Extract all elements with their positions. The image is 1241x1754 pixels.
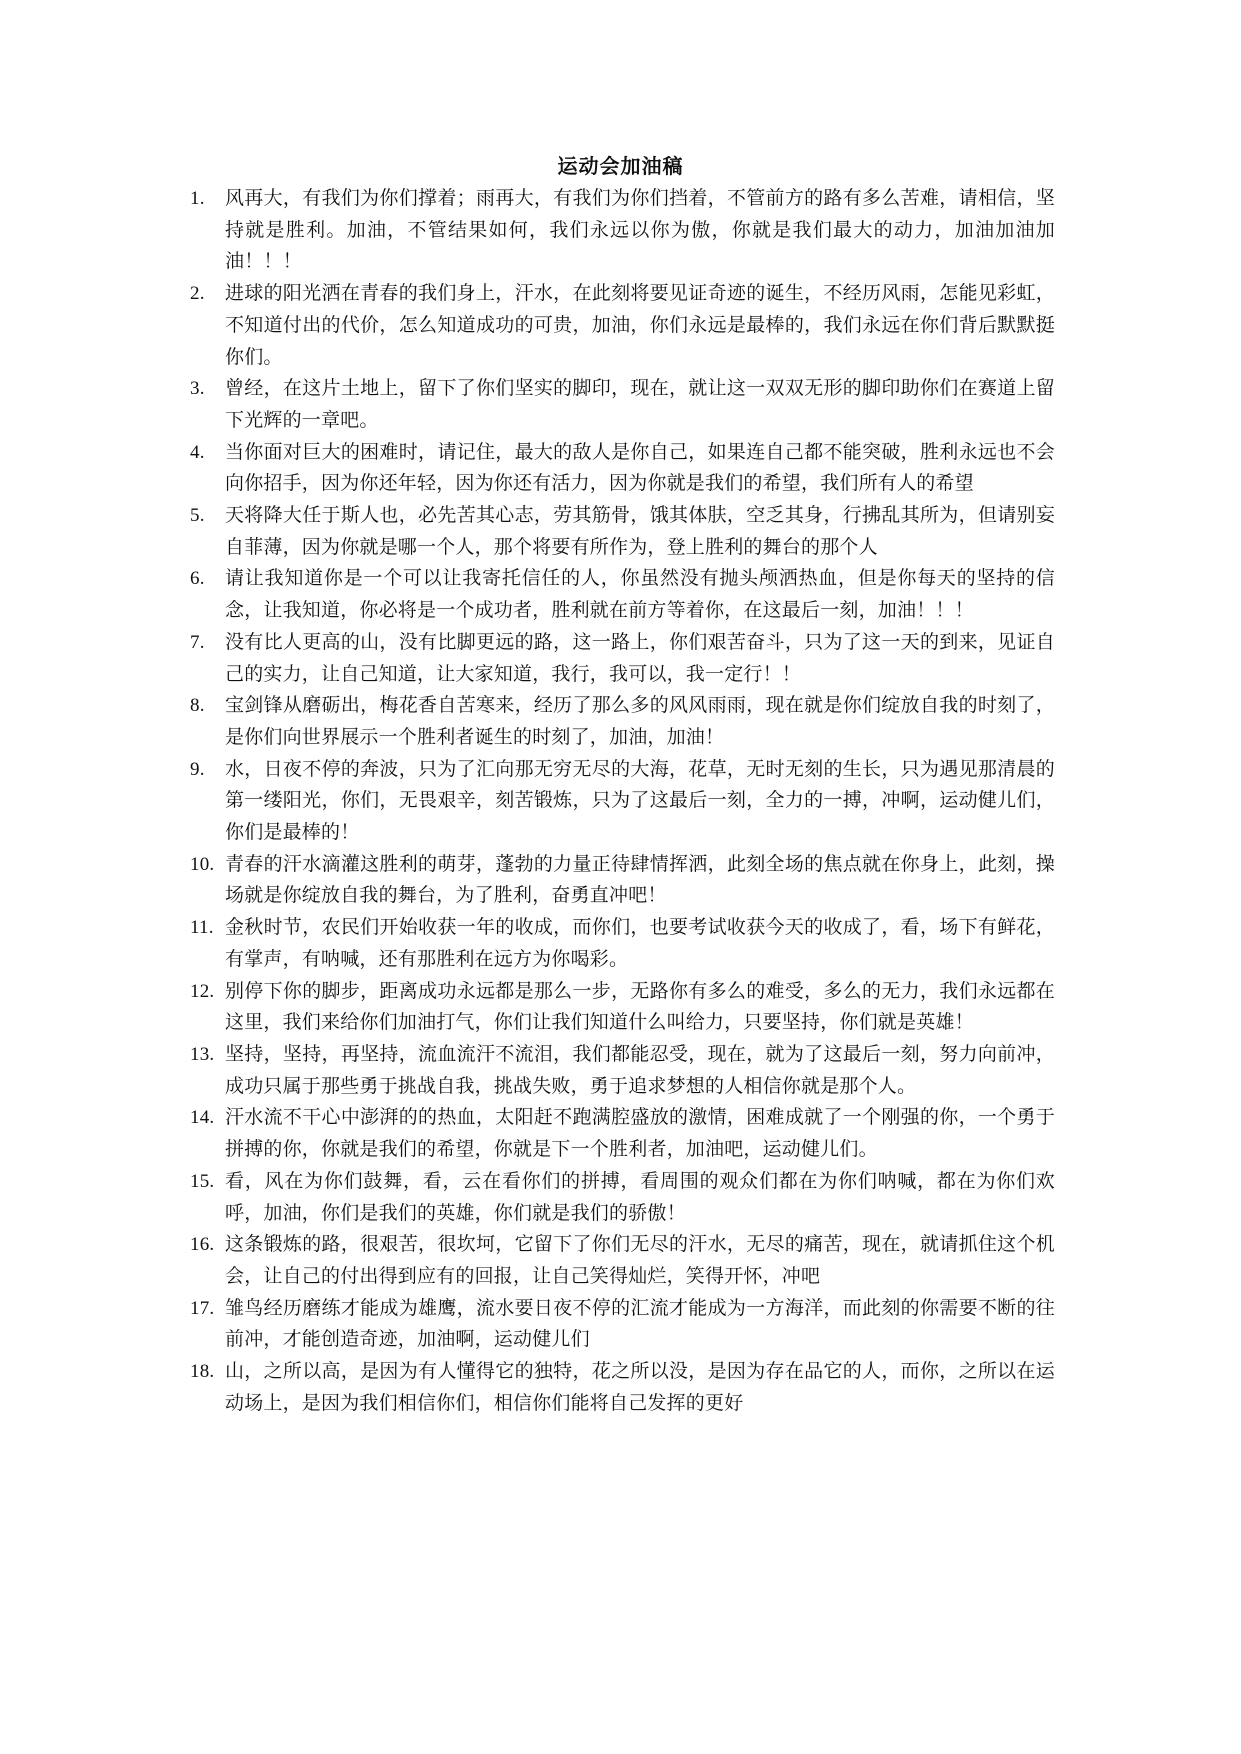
item-text: 天将降大任于斯人也，必先苦其心志，劳其筋骨，饿其体肤，空乏其身，行拂乱其所为，但请别妄自菲薄，因为你就是哪一个人，那个将要有所作为，登上胜利的舞台的那个人: [225, 504, 1055, 558]
item-text: 进球的阳光洒在青春的我们身上，汗水，在此刻将要见证奇迹的诞生，不经历风雨，怎能见彩虹，不知道付出的代价，怎么知道成功的可贵，加油，你们永远是最棒的，我们永远在你们背后默默挺你们。: [225, 282, 1055, 368]
list-item: [190, 500, 1055, 563]
item-number: 3.: [190, 378, 205, 400]
item-text: 金秋时节，农民们开始收获一年的收成，而你们，也要考试收获今天的收成了，看，场下有鲜花，有掌声，有呐喊，还有那胜利在远方为你喝彩。: [225, 916, 1055, 970]
item-number: 12.: [190, 980, 215, 1002]
list-item: [190, 627, 1055, 690]
item-text: 雏鸟经历磨练才能成为雄鹰，流水要日夜不停的汇流才能成为一方海洋，而此刻的你需要不断的往前冲，才能创造奇迹，加油啊，运动健儿们: [225, 1296, 1055, 1351]
list-item: [190, 849, 1055, 912]
item-text: 宝剑锋从磨砺出，梅花香自苦寒来，经历了那么多的风风雨雨，现在就是你们绽放自我的时刻了，是你们向世界展示一个胜利者诞生的时刻了，加油，加油！: [225, 694, 1055, 748]
item-text: 风再大，有我们为你们撑着；雨再大，有我们为你们挡着，不管前方的路有多么苦难，请相信，坚持就是胜利。加油，不管结果如何，我们永远以你为傲，你就是我们最大的动力，加油加油加油！！！: [225, 187, 1055, 273]
list-item: [190, 1229, 1055, 1292]
list-item: [190, 912, 1055, 975]
list-item: [190, 1166, 1055, 1229]
item-text: 坚持，坚持，再坚持，流血流汗不流泪，我们都能忍受，现在，就为了这最后一刻，努力向前冲，成功只属于那些勇于挑战自我，挑战失败，勇于追求梦想的人相信你就是那个人。: [225, 1042, 1055, 1097]
item-text: 青春的汗水滴灌这胜利的萌芽，蓬勃的力量正待肆情挥洒，此刻全场的焦点就在你身上，此刻，操场就是你绽放自我的舞台，为了胜利，奋勇直冲吧！: [225, 852, 1055, 907]
list-item: [190, 437, 1055, 500]
list-item: [190, 976, 1055, 1039]
item-text: 曾经，在这片土地上，留下了你们坚实的脚印，现在，就让这一双双无形的脚印助你们在赛道上留下光辉的一章吧。: [225, 377, 1055, 431]
list-item: [190, 1039, 1055, 1102]
item-number: 16.: [190, 1234, 215, 1256]
item-number: 18.: [190, 1361, 215, 1383]
item-number: 11.: [190, 917, 214, 939]
list-item: [190, 1102, 1055, 1165]
item-text: 别停下你的脚步，距离成功永远都是那么一步，无路你有多么的难受，多么的无力，我们永远都在这里，我们来给你们加油打气，你们让我们知道什么叫给力，只要坚持，你们就是英雄！: [225, 979, 1055, 1034]
list-item: [190, 754, 1055, 849]
item-number: 2.: [190, 283, 205, 305]
item-number: 5.: [190, 505, 205, 527]
item-text: 这条锻炼的路，很艰苦，很坎坷，它留下了你们无尽的汗水，无尽的痛苦，现在，就请抓住这个机会，让自己的付出得到应有的回报，让自己笑得灿烂，笑得开怀，冲吧: [225, 1233, 1055, 1287]
cheer-list: [190, 183, 1055, 1419]
item-number: 6.: [190, 568, 205, 590]
item-text: 山，之所以高，是因为有人懂得它的独特，花之所以没，是因为存在品它的人，而你，之所以在运动场上，是因为我们相信你们，相信你们能将自己发挥的更好: [225, 1360, 1055, 1414]
item-number: 15.: [190, 1170, 215, 1192]
document-title: 运动会加油稿: [557, 154, 684, 178]
list-item: [190, 1356, 1055, 1419]
item-text: 当你面对巨大的困难时，请记住，最大的敌人是你自己，如果连自己都不能突破，胜利永远也不会向你招手，因为你还年轻，因为你还有活力，因为你就是我们的希望，我们所有人的希望: [225, 440, 1055, 495]
list-item: [190, 278, 1055, 373]
item-text: 没有比人更高的山，没有比脚更远的路，这一路上，你们艰苦奋斗，只为了这一天的到来，见证自己的实力，让自己知道，让大家知道，我行，我可以，我一定行！！: [225, 630, 1055, 685]
list-item: [190, 183, 1055, 278]
item-number: 9.: [190, 758, 205, 780]
item-text: 汗水流不干心中澎湃的的热血，太阳赶不跑满腔盛放的激情，困难成就了一个刚强的你，一个勇于拼搏的你，你就是我们的希望，你就是下一个胜利者，加油吧，运动健儿们。: [225, 1106, 1055, 1161]
item-number: 1.: [190, 188, 205, 209]
item-number: 10.: [190, 853, 215, 875]
item-number: 4.: [190, 441, 205, 463]
item-text: 水，日夜不停的奔波，只为了汇向那无穷无尽的大海，花草，无时无刻的生长，只为遇见那清晨的第一缕阳光，你们，无畏艰辛，刻苦锻炼，只为了这最后一刻，全力的一搏，冲啊，运动健儿们，你们是最棒的！: [225, 757, 1055, 844]
item-number: 13.: [190, 1043, 215, 1065]
item-text: 看，风在为你们鼓舞，看，云在看你们的拼搏，看周围的观众们都在为你们呐喊，都在为你们欢呼，加油，你们是我们的英雄，你们就是我们的骄傲！: [225, 1169, 1055, 1224]
item-number: 7.: [190, 631, 205, 653]
item-number: 17.: [190, 1297, 215, 1319]
item-text: 请让我知道你是一个可以让我寄托信任的人，你虽然没有抛头颅洒热血，但是你每天的坚持的信念，让我知道，你必将是一个成功者，胜利就在前方等着你，在这最后一刻，加油！！！: [225, 567, 1055, 622]
item-number: 14.: [190, 1107, 215, 1129]
list-item: [190, 1293, 1055, 1356]
list-item: [190, 563, 1055, 626]
item-number: 8.: [190, 695, 205, 717]
list-item: [190, 373, 1055, 436]
list-item: [190, 690, 1055, 753]
